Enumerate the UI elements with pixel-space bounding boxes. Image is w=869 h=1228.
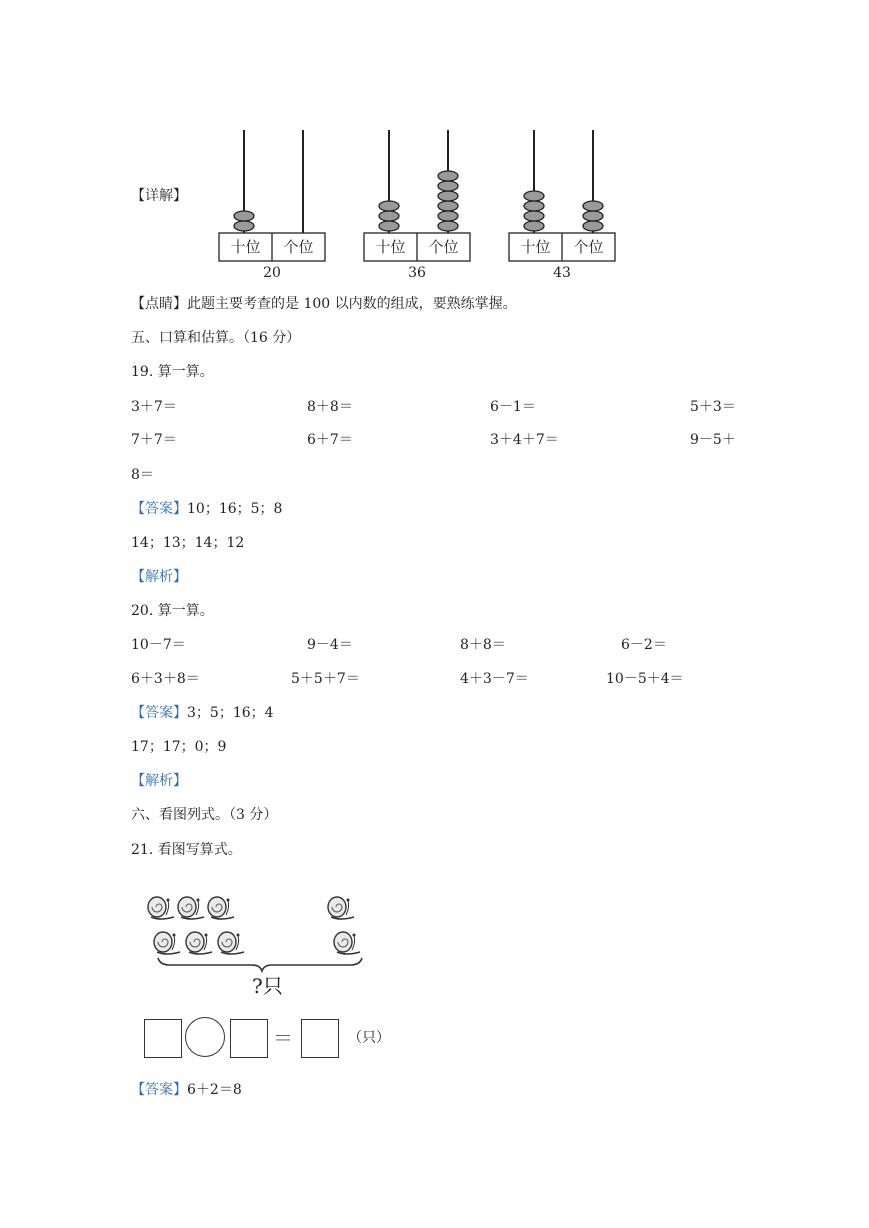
answer-box[interactable] xyxy=(230,1019,268,1058)
q20-expr: 10－5＋4＝ xyxy=(606,671,684,687)
tens-bead xyxy=(379,201,399,211)
q20-expr: 9－4＝ xyxy=(307,637,353,653)
result-box[interactable] xyxy=(301,1019,339,1058)
dianjing-note: 【点睛】此题主要考查的是 100 以内数的组成，要熟练掌握。 xyxy=(131,296,517,312)
abacus-figure-3 xyxy=(505,128,620,283)
tens-bead xyxy=(524,211,544,221)
q19-expr: 9－5＋ xyxy=(690,432,736,448)
q19-expr: 3＋7＝ xyxy=(131,399,177,415)
question-mark-label: ?只 xyxy=(252,974,283,998)
q20-answer xyxy=(131,704,274,722)
brace xyxy=(158,958,362,971)
tens-bead xyxy=(524,221,544,231)
q21-answer xyxy=(131,1081,242,1099)
detail-label: 【详解】 xyxy=(131,188,187,204)
abacus-number: 20 xyxy=(263,265,281,281)
q20-answer-line2: 17；17；0；9 xyxy=(131,739,227,755)
answer-values: 6＋2＝8 xyxy=(187,1082,242,1098)
abacus-number: 36 xyxy=(408,265,426,281)
snail-icon xyxy=(334,932,360,954)
section6-heading: 六、看图列式。（3 分） xyxy=(131,807,278,823)
snail-icon xyxy=(154,932,180,954)
snails-picture xyxy=(140,885,380,1000)
ones-bead xyxy=(583,211,603,221)
ones-place-label: 个位 xyxy=(573,238,604,256)
equals-sign: ＝ xyxy=(273,1026,293,1050)
tens-place-label: 十位 xyxy=(375,238,406,256)
q20-expr: 6＋3＋8＝ xyxy=(131,671,200,687)
q19-expr: 3＋4＋7＝ xyxy=(490,432,559,448)
snail-icon xyxy=(148,897,174,919)
answer-label: 【答案】 xyxy=(131,1082,187,1098)
tens-place-label: 十位 xyxy=(230,238,261,256)
q19-answer-line2: 14；13；14；12 xyxy=(131,535,245,551)
q19-analysis-label: 【解析】 xyxy=(131,569,187,585)
q19-answer xyxy=(131,500,282,518)
ones-bead xyxy=(438,191,458,201)
ones-place-label: 个位 xyxy=(428,238,459,256)
q21-title: 21. 看图写算式。 xyxy=(131,842,242,858)
snail-icon xyxy=(328,897,354,919)
tens-bead xyxy=(524,191,544,201)
q20-expr: 6－2＝ xyxy=(621,637,667,653)
answer-values: 3；5；16；4 xyxy=(187,705,274,721)
section5-heading: 五、口算和估算。（16 分） xyxy=(131,330,301,346)
q19-expr: 5＋3＝ xyxy=(690,399,736,415)
ones-place-label: 个位 xyxy=(283,238,314,256)
q19-expr: 7＋7＝ xyxy=(131,432,177,448)
q20-expr: 10－7＝ xyxy=(131,637,186,653)
tens-place-label: 十位 xyxy=(520,238,551,256)
answer-label: 【答案】 xyxy=(131,705,187,721)
ones-bead xyxy=(438,171,458,181)
tens-bead xyxy=(234,211,254,221)
answer-box[interactable] xyxy=(144,1019,182,1058)
q19-expr: 8＋8＝ xyxy=(307,399,353,415)
q19-expr: 6＋7＝ xyxy=(307,432,353,448)
q19-expr-wrap: 8＝ xyxy=(131,467,154,483)
ones-bead xyxy=(438,221,458,231)
ones-bead xyxy=(583,201,603,211)
tens-bead xyxy=(379,211,399,221)
abacus-figure-2 xyxy=(360,128,475,283)
operator-circle[interactable] xyxy=(185,1017,225,1057)
snail-icon xyxy=(208,897,234,919)
ones-bead xyxy=(438,201,458,211)
ones-bead xyxy=(438,211,458,221)
answer-values: 10；16；5；8 xyxy=(187,501,283,517)
tens-bead xyxy=(524,201,544,211)
snail-icon xyxy=(186,932,212,954)
q20-expr: 5＋5＋7＝ xyxy=(291,671,360,687)
answer-label: 【答案】 xyxy=(131,501,187,517)
snail-icon xyxy=(218,932,244,954)
abacus-figure-1 xyxy=(215,128,330,283)
unit-label: （只） xyxy=(348,1030,390,1046)
q20-title: 20. 算一算。 xyxy=(131,603,214,619)
tens-bead xyxy=(234,221,254,231)
q20-expr: 4＋3－7＝ xyxy=(460,671,529,687)
abacus-number: 43 xyxy=(553,265,571,281)
q19-title: 19. 算一算。 xyxy=(131,364,214,380)
tens-bead xyxy=(379,221,399,231)
snail-icon xyxy=(178,897,204,919)
ones-bead xyxy=(438,181,458,191)
q19-expr: 6－1＝ xyxy=(490,399,536,415)
q20-analysis-label: 【解析】 xyxy=(131,773,187,789)
q20-expr: 8＋8＝ xyxy=(460,637,506,653)
ones-bead xyxy=(583,221,603,231)
